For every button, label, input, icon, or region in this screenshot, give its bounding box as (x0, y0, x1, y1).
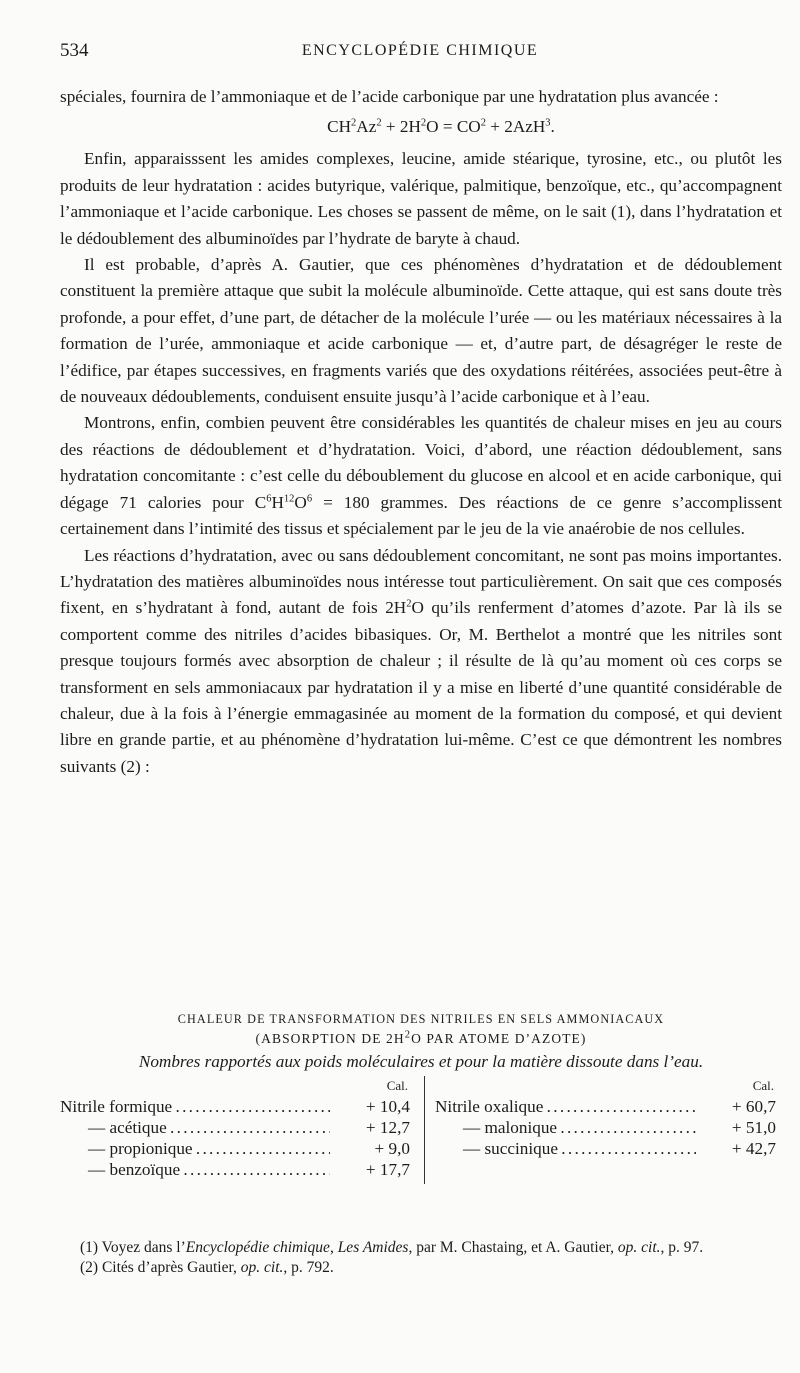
paragraph-2: Enfin, apparaisssent les amides complexes, leucine, amide stéarique, tyrosine, etc., ou plutôt les produits de leur hydratation : acides butyrique, valérique, palmitique, benzoïque, etc., qu’accompagnent l’ammoniaque et l’acide carbonique. Les choses se passent de même, on le sait (1), dans l’hydratation et le dédoublement des albuminoïdes par l’hydrate de baryte à chaud. (60, 149, 782, 248)
body-text (60, 84, 782, 780)
row-name: — propionique (88, 1139, 193, 1158)
paragraph-3: Il est probable, d’après A. Gautier, que ces phénomènes d’hydratation et de dédoublement constituent la première attaque que subit la molécule albuminoïde. Cette attaque, qui est sans doute très profonde, a pour effet, d’une part, de détacher de la molécule l’urée — ou les matériaux nécessaires à la formation de l’urée, ammoniaque et acide carbonique — et, d’autre part, de désagréger le reste de l’édifice, par étapes successives, en fragments variés que des oxydations réitérées, associées peut-être à de nouveaux dédoublements, conduisent ensuite jusqu’à l’acide carbonique et à l’eau. (60, 255, 782, 407)
row-name: Nitrile oxalique (435, 1097, 544, 1116)
table-row (60, 1138, 416, 1159)
page-header (60, 40, 780, 64)
row-value: + 17,7 (365, 1160, 410, 1179)
heat-table (60, 1010, 782, 1186)
row-value: + 60,7 (731, 1097, 776, 1116)
table-title: CHALEUR DE TRANSFORMATION DES NITRILES EN SELS AMMONIACAUX (177, 1012, 665, 1026)
row-name: — malonique (463, 1118, 558, 1137)
running-title: ENCYCLOPÉDIE CHIMIQUE (301, 42, 539, 59)
table-row (435, 1096, 782, 1117)
row-value: + 51,0 (731, 1118, 776, 1137)
table-row (60, 1117, 416, 1138)
paragraph-1: spéciales, fournira de l’ammoniaque et de l’acide carbonique par une hydratation plus avancée : (60, 87, 719, 106)
table-row (60, 1096, 416, 1117)
footnote-2: (2) Cités d’après Gautier, op. cit., p. 792. (80, 1259, 334, 1276)
table-row (60, 1159, 416, 1180)
row-name: — acétique (88, 1118, 167, 1137)
table-row (435, 1138, 782, 1159)
table-row (435, 1117, 782, 1138)
footnote-1: (1) Voyez dans l’Encyclopédie chimique, Les Amides, par M. Chastaing, et A. Gautier, op. cit., p. 97. (80, 1239, 704, 1256)
page-number: 534 (60, 40, 89, 61)
row-name: — benzoïque (88, 1160, 181, 1179)
row-value: + 42,7 (731, 1139, 776, 1158)
paragraph-5: Les réactions d’hydratation, avec ou sans dédoublement concomitant, ne sont pas moins importantes. L’hydratation des matières albuminoïdes nous intéresse tout particulièrement. On sait que ces composés fixent, en s’hydratant à fond, autant de fois $2H^2O$ qu’ils renferment d’atomes d’azote. Par là ils se comportent comme des nitriles d’acides bibasiques. Or, M. Berthelot a montré que les nitriles sont presque toujours formés avec absorption de chaleur ; il résulte de là qu’au moment où ces corps se transforment en sels ammoniacaux par hydratation il y a mise en liberté d’une quantité considérable de chaleur, due à la fois à l’énergie emmagasinée au moment de la formation du composé, et qui devient libre en grande partie, et au phénomène d’hydratation lui-même. C’est ce que démontrent les nombres suivants (2) : (60, 545, 782, 776)
row-name: — succinique (463, 1139, 558, 1158)
row-value: + 10,4 (365, 1097, 410, 1116)
table-caption: Nombres rapportés aux poids moléculaires et pour la matière dissoute dans l’eau. (138, 1052, 704, 1071)
footnotes (60, 1238, 782, 1278)
row-value: + 9,0 (374, 1139, 410, 1158)
row-value: + 12,7 (365, 1118, 410, 1137)
table-column-right (424, 1076, 782, 1184)
paragraph-4: Montrons, enfin, combien peuvent être considérables les quantités de chaleur mises en jeu au cours des réactions de dédoublement et d’hydratation. Voici, d’abord, une réaction dédoublement, sans hydratation concomitante : c’est celle du déboublement du glucose en alcool et en acide carbonique, qui dégage 71 calories pour $C^6H^{12}O^6 = 180$ grammes. Des réactions de ce genre s’accomplissent certainement dans l’intimité des tissus et spécialement par le jeu de la vie anaérobie de nos cellules. (60, 413, 782, 539)
row-name: Nitrile formique (60, 1097, 173, 1116)
unit-label: Cal. (752, 1078, 774, 1093)
unit-label: Cal. (386, 1078, 408, 1093)
chemical-equation: $CH^2Az^2 + 2H^2O = CO^2 + 2AzH^3$. (327, 117, 555, 137)
table-column-left (60, 1076, 416, 1180)
table-subtitle: (ABSORPTION DE $2H^2O$ PAR ATOME D’AZOTE) (255, 1029, 587, 1046)
table-columns (60, 1076, 782, 1186)
